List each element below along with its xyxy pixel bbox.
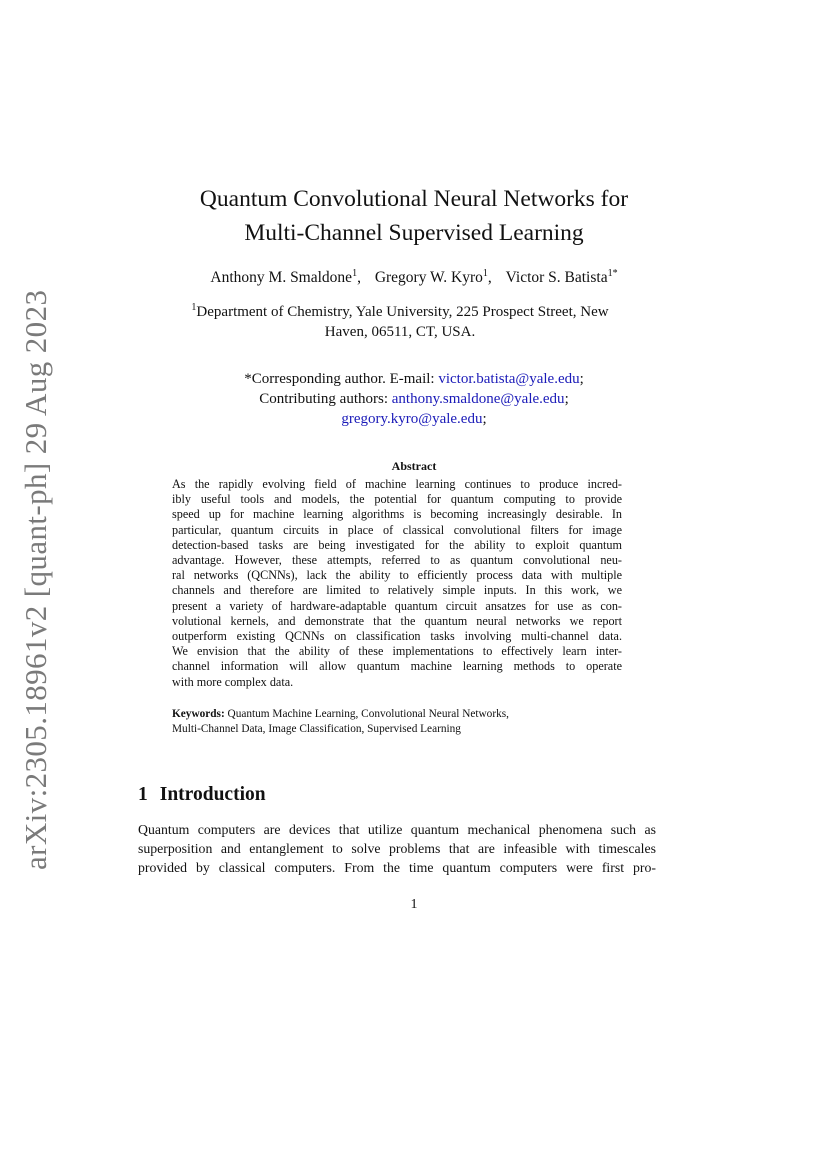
author-smaldone: Anthony M. Smaldone$^1$, [210,268,361,287]
abstract-line: outperform existing QCNNs on classification tasks involving multi-channel data. [172,629,622,644]
abstract-line: ibly useful tools and models, the potential for quantum computing to provide [172,492,622,507]
contact-info [0,369,828,429]
author-name: Victor S. Batista [505,269,608,287]
corresponding-label: *Corresponding author. E-mail: [244,371,439,387]
intro-line: Quantum computers are devices that utilize quantum mechanical phenomena such as [138,822,656,837]
author-batista [506,269,618,286]
affiliation [160,298,640,342]
abstract-line: speed up for machine learning algorithms is becoming increasingly desirable. In [172,507,622,522]
abstract-line: present a variety of hardware-adaptable quantum circuit ansatzes for use as con- [172,598,622,613]
affiliation-line-2: Haven, 06511, CT, USA. [324,324,476,340]
abstract-text [172,477,622,690]
abstract-line: ral networks (QCNNs), lack the ability to efficiently process data with multiple [172,568,622,583]
author-list [0,268,828,287]
contributing-label: Contributing authors: [259,391,392,407]
intro-line: superposition and entanglement to solve problems that are infeasible with timescales [138,841,656,856]
corresponding-author-line [0,369,828,389]
abstract-line: particular, quantum circuits in place of classical convolutional filters for image [172,522,622,537]
separator: ; [564,391,569,407]
corresponding-email-link[interactable]: victor.batista@yale.edu [438,371,580,387]
abstract-line: As the rapidly evolving field of machine learning continues to produce incred- [172,477,622,491]
contributing-authors-line-2 [0,409,828,429]
page-number: 1 [410,897,418,912]
section-title: Introduction [159,784,266,805]
contributing-email-link-2[interactable]: gregory.kyro@yale.edu [341,411,483,427]
arxiv-identifier-stamp: arXiv:2305.18961v2 [quant-ph] 29 Aug 2023 [18,289,53,870]
author-affiliation-mark: 1 [482,268,488,279]
author-name: Gregory W. Kyro [374,269,483,287]
affiliation-line-1: Department of Chemistry, Yale University, 225 Prospect Street, New [196,304,609,320]
abstract-line: volutional kernels, and demonstrate that the quantum neural networks we report [172,613,622,628]
introduction-text [138,820,656,877]
separator: ; [482,411,487,427]
abstract-heading: Abstract [391,459,437,473]
abstract-line: advantage. However, these attempts, referred to as quantum convolutional neu- [172,553,622,568]
section-heading-introduction [138,784,266,806]
paper-title [0,182,828,250]
contributing-email-link-1[interactable]: anthony.smaldone@yale.edu [391,391,565,407]
keywords-block [172,707,622,737]
keywords-label: Keywords: [172,708,225,720]
paper-title-line-2: Multi-Channel Supervised Learning [244,220,584,246]
abstract-line: channel information will allow quantum machine learning methods to operate [172,659,622,674]
author-affiliation-mark: 1 [352,268,358,279]
keywords-line-2: Multi-Channel Data, Image Classification, Supervised Learning [172,723,461,735]
intro-line: provided by classical computers. From the time quantum computers were first pro- [138,860,656,875]
abstract-line: channels and therefore are limited to relatively simple inputs. In this work, we [172,583,622,598]
separator: ; [579,371,584,387]
author-name: Anthony M. Smaldone [210,269,353,287]
paper-title-line-1: Quantum Convolutional Neural Networks for [199,186,629,212]
affiliation-mark: 1 [191,302,197,313]
abstract-line: detection-based tasks are being investigated for the ability to exploit quantum [172,537,622,552]
author-affiliation-mark: 1* [607,268,618,279]
author-kyro: Gregory W. Kyro$^1$, [374,268,492,287]
abstract-line: with more complex data. [172,674,294,689]
section-number: 1 [138,784,148,805]
contributing-authors-line [0,389,828,409]
abstract-line: We envision that the ability of these implementations to effectively learn inter- [172,644,622,659]
keywords-line-1: Quantum Machine Learning, Convolutional Neural Networks, [224,708,509,720]
